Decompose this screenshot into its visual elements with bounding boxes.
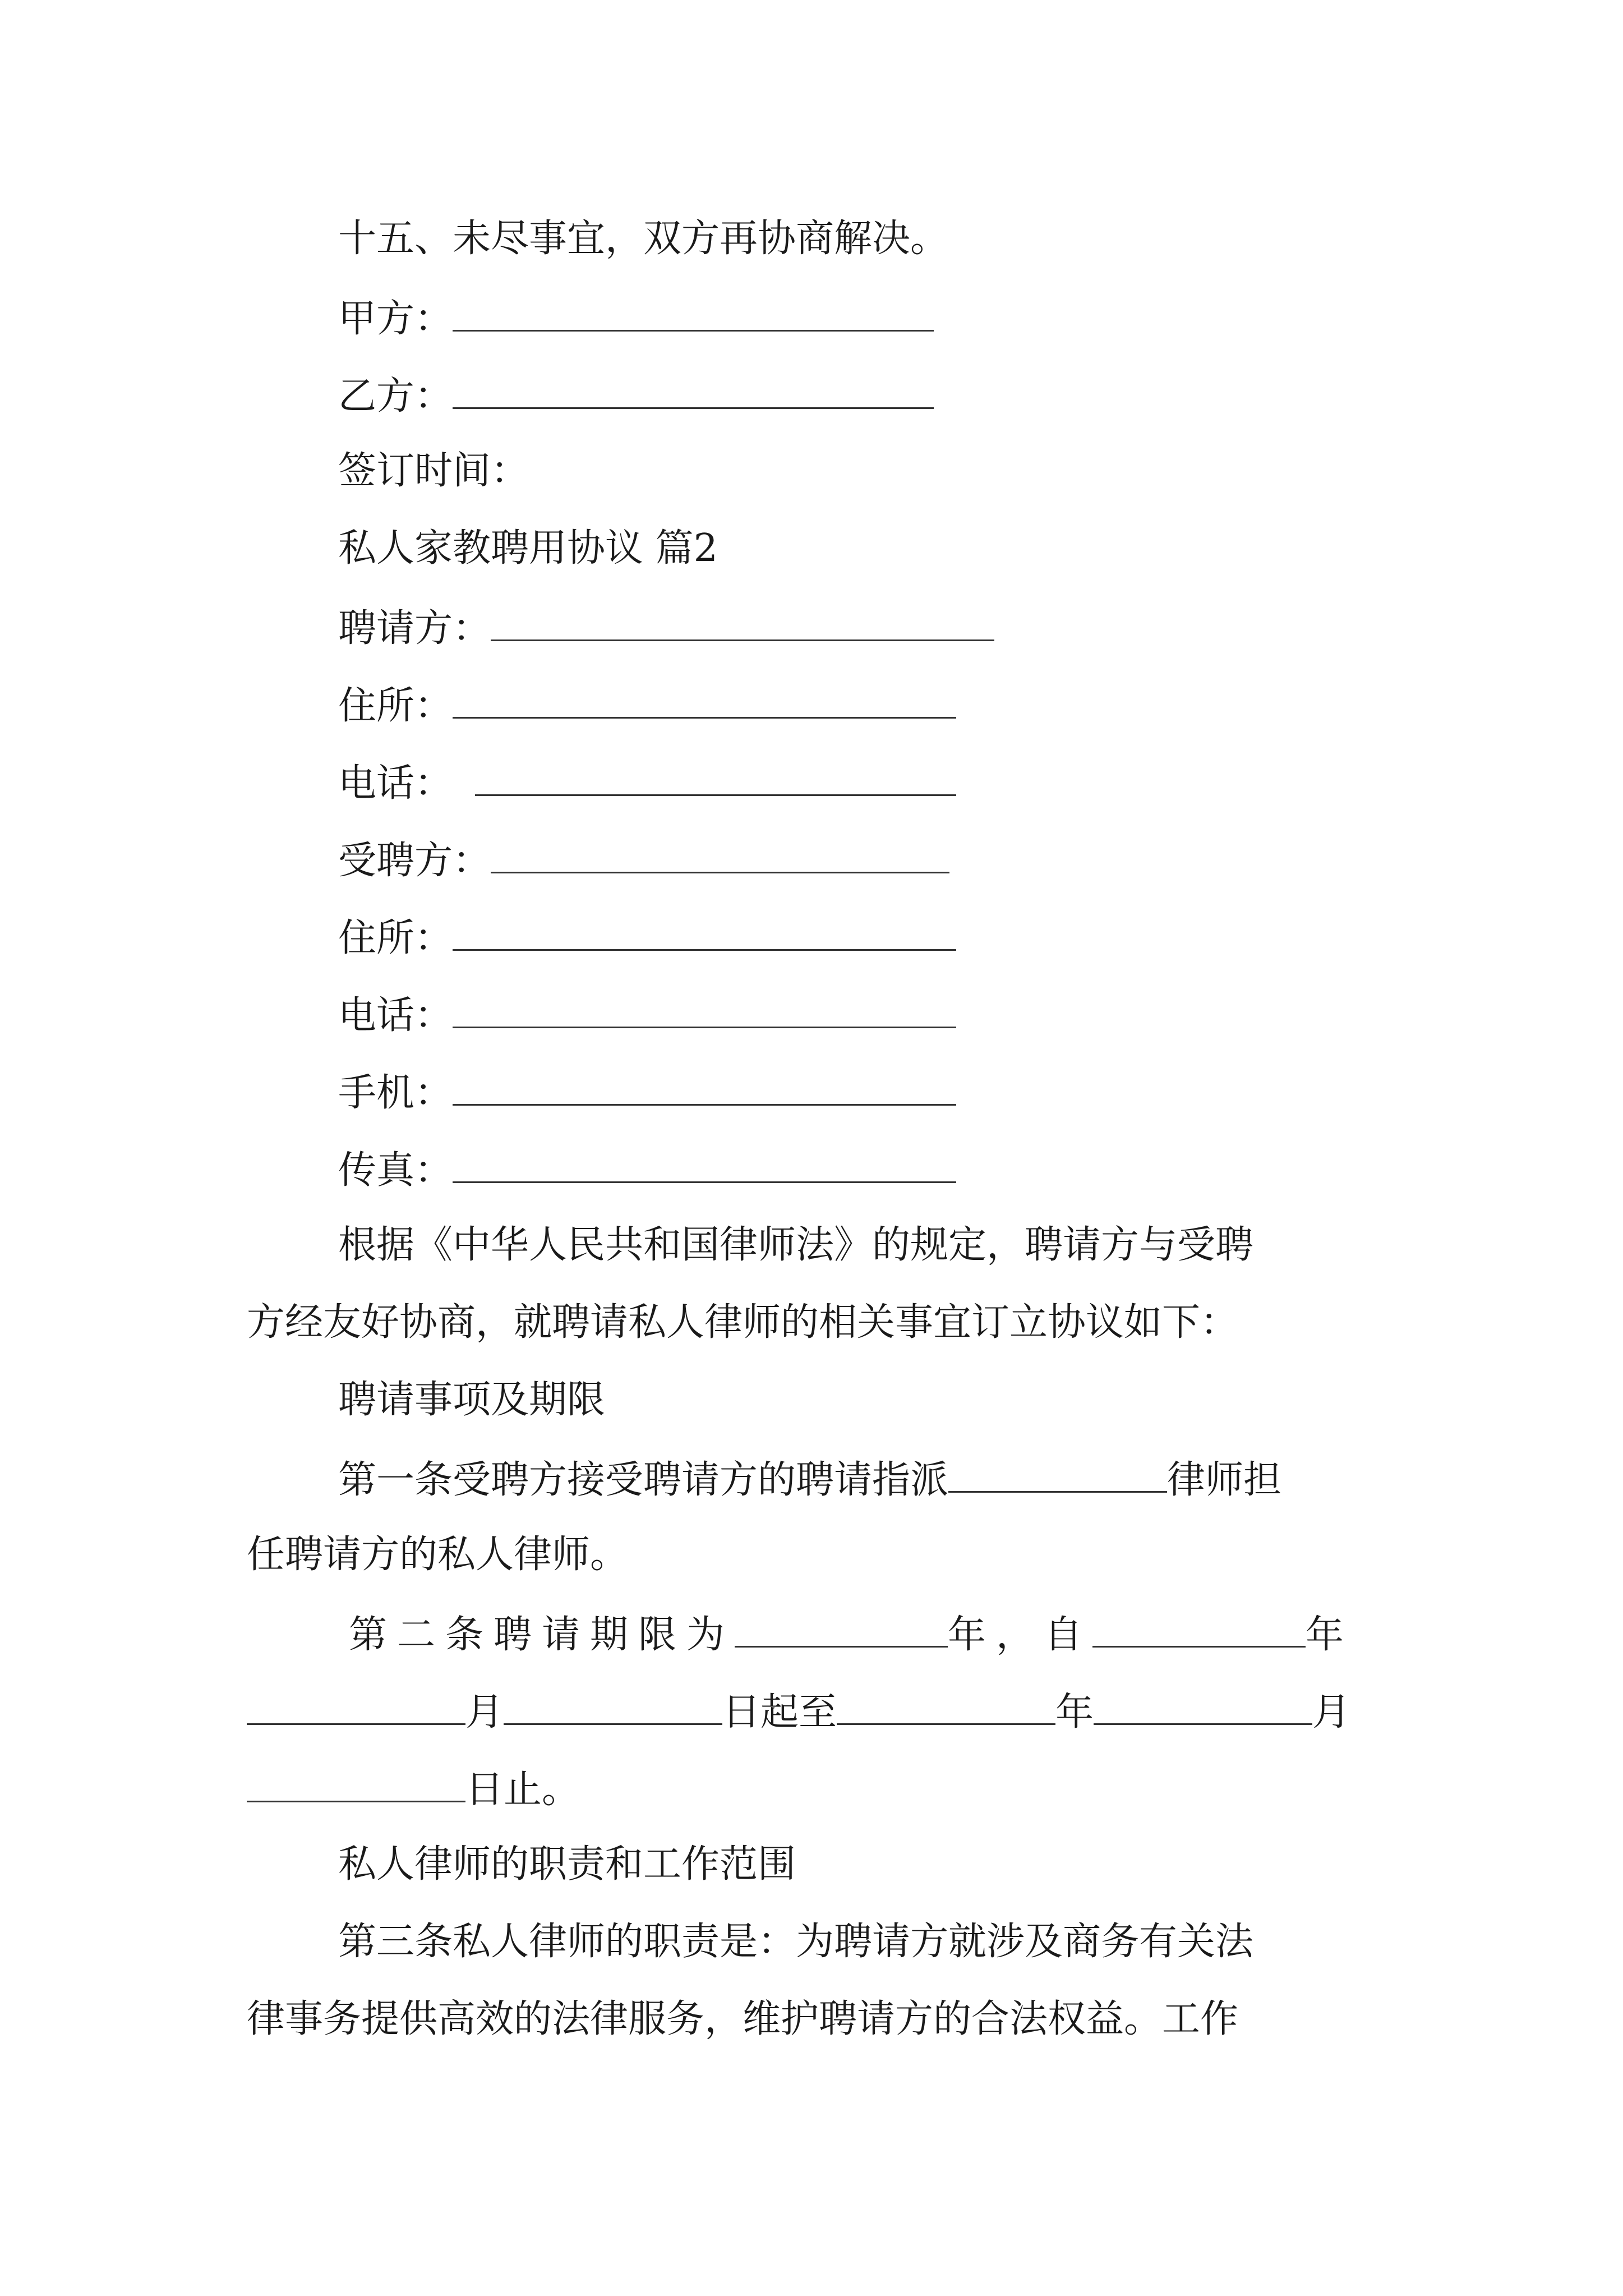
- party-b-row: [338, 375, 934, 416]
- paragraph-1-line-2: 方经友好协商，就聘请私人律师的相关事宜订立协议如下：: [247, 1300, 1239, 1345]
- phone-label-1: 电话：: [338, 761, 453, 806]
- article-2-text-a: 第二条聘请期限为: [349, 1613, 735, 1657]
- employee-row: [338, 839, 949, 883]
- fax-row: [338, 1148, 956, 1193]
- article-2-text-d: 月: [465, 1690, 504, 1734]
- employee-label: 受聘方：: [338, 839, 491, 883]
- address-row-1: [338, 684, 956, 728]
- article-2-line-1: [349, 1613, 1354, 1657]
- start-month-blank[interactable]: [247, 1691, 465, 1725]
- article-2-text-f: 年: [1055, 1690, 1094, 1734]
- mobile-row: [338, 1071, 956, 1115]
- sign-time-label: 签订时间：: [338, 449, 529, 493]
- mobile-blank[interactable]: [453, 1071, 956, 1106]
- employer-row: [338, 606, 994, 651]
- article-2-text-e: 日起至: [722, 1690, 837, 1734]
- end-year-blank[interactable]: [837, 1691, 1055, 1725]
- start-day-blank[interactable]: [504, 1691, 722, 1725]
- address-row-2: [338, 917, 956, 958]
- end-day-blank[interactable]: [247, 1768, 465, 1802]
- article-1-text-b: 律师担: [1167, 1458, 1282, 1502]
- clause-fifteen: 十五、未尽事宜，双方再协商解决。: [338, 217, 949, 261]
- employee-blank[interactable]: [491, 839, 949, 873]
- section-title: 私人家教聘用协议 篇2: [338, 526, 718, 570]
- fax-label: 传真：: [338, 1148, 453, 1193]
- address-blank-2[interactable]: [453, 917, 956, 951]
- phone-label-2: 电话：: [338, 993, 453, 1038]
- article-1-text-a: 第一条受聘方接受聘请方的聘请指派: [338, 1458, 949, 1502]
- lawyer-name-blank[interactable]: [948, 1458, 1167, 1493]
- party-b-label: 乙方：: [338, 374, 453, 418]
- article-2-line-3: [247, 1768, 580, 1812]
- article-1-line-1: [338, 1458, 1282, 1502]
- article-2-line-2: [247, 1691, 1350, 1732]
- party-a-row: [338, 297, 934, 341]
- sign-time-row: [338, 449, 529, 493]
- address-blank-1[interactable]: [453, 684, 956, 719]
- mobile-label: 手机：: [338, 1071, 453, 1115]
- fax-blank[interactable]: [453, 1149, 956, 1183]
- party-a-label: 甲方：: [338, 297, 453, 341]
- phone-blank-2[interactable]: [453, 994, 956, 1028]
- article-2-text-c: 年: [1306, 1613, 1354, 1657]
- article-1-line-2: 任聘请方的私人律师。: [247, 1533, 629, 1577]
- article-2-text-b: 年，自: [948, 1613, 1093, 1657]
- party-a-blank[interactable]: [453, 297, 934, 332]
- phone-row-1: [338, 761, 956, 806]
- heading-duties: 私人律师的职责和工作范围: [338, 1842, 796, 1887]
- article-3-line-2: 律事务提供高效的法律服务，维护聘请方的合法权益。工作: [247, 1997, 1239, 2041]
- article-2-text-h: 日止。: [465, 1768, 580, 1812]
- article-2-text-g: 月: [1312, 1690, 1351, 1734]
- heading-engagement: 聘请事项及期限: [338, 1378, 606, 1422]
- start-year-blank[interactable]: [1092, 1613, 1306, 1648]
- employer-label: 聘请方：: [338, 606, 491, 651]
- employer-blank[interactable]: [491, 607, 994, 641]
- term-years-blank[interactable]: [735, 1613, 948, 1648]
- party-b-blank[interactable]: [453, 375, 934, 409]
- address-label-1: 住所：: [338, 684, 453, 728]
- phone-blank-1[interactable]: [475, 762, 956, 796]
- phone-row-2: [338, 993, 956, 1038]
- end-month-blank[interactable]: [1094, 1691, 1312, 1725]
- paragraph-1-line-1: 根据《中华人民共和国律师法》的规定，聘请方与受聘: [338, 1223, 1254, 1267]
- article-3-line-1: 第三条私人律师的职责是：为聘请方就涉及商务有关法: [338, 1920, 1254, 1964]
- address-label-2: 住所：: [338, 916, 453, 960]
